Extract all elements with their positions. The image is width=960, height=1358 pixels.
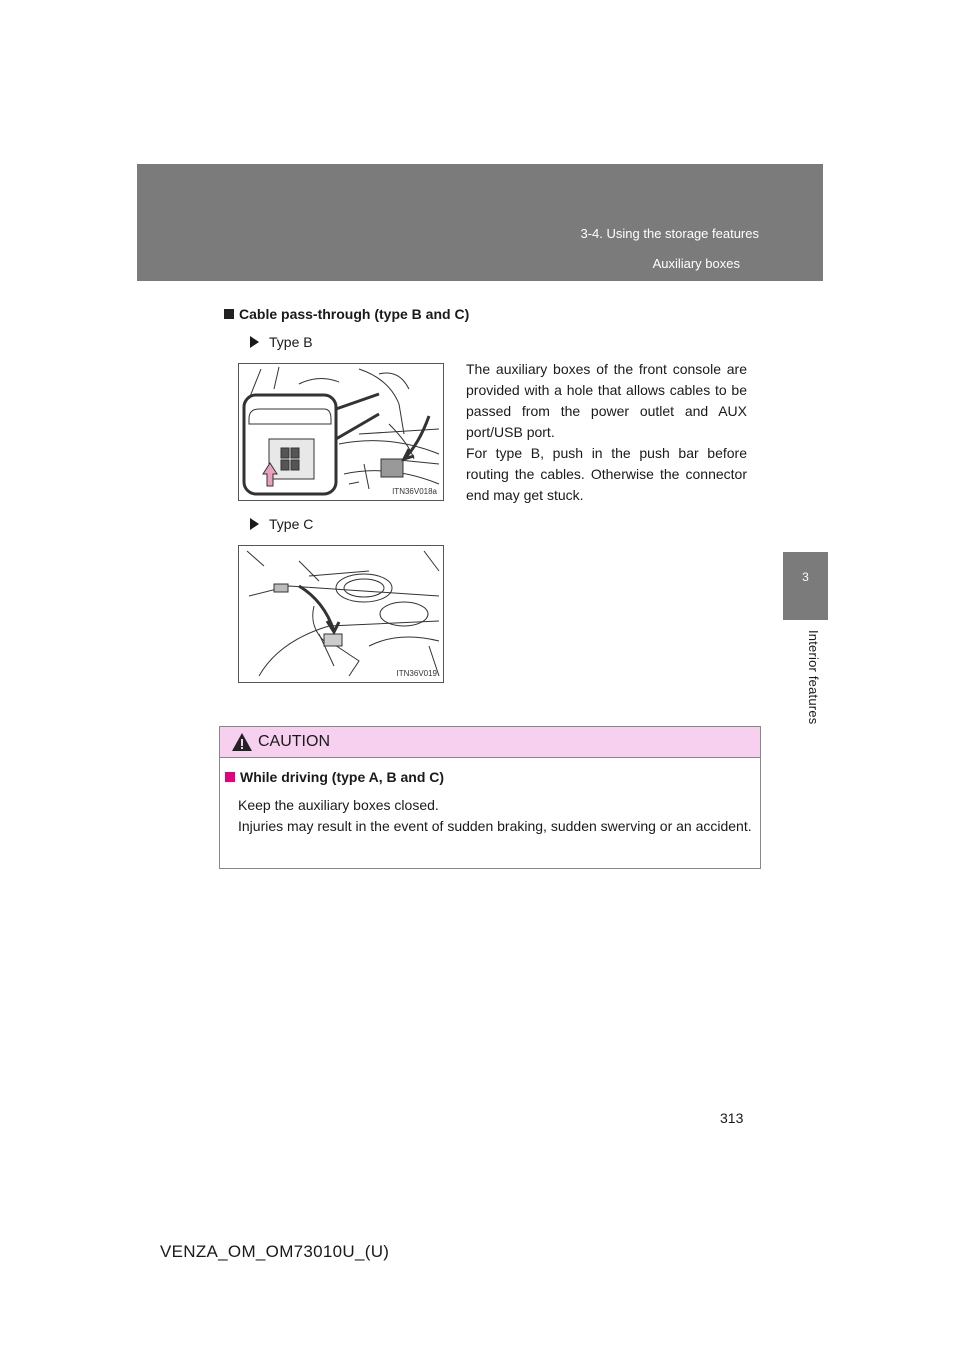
caution-title: CAUTION (258, 733, 330, 750)
header-subsection-title: Auxiliary boxes (652, 256, 740, 271)
body-paragraph-1: The auxiliary boxes of the front console are provided with a hole that allows cables to be passed from the power outlet and AUX port/USB port. (466, 361, 747, 440)
caution-line-2: Injuries may result in the event of sudden braking, sudden swerving or an accident. (238, 818, 752, 834)
section-heading-text: Cable pass-through (type B and C) (239, 306, 470, 322)
section-heading (224, 306, 469, 322)
warning-triangle-icon (231, 732, 253, 752)
caution-subheading (225, 769, 444, 785)
type-c-label (250, 516, 313, 532)
caution-box (219, 726, 761, 869)
triangle-bullet-icon (250, 336, 259, 348)
type-c-label-text: Type C (269, 516, 314, 532)
type-b-label (250, 334, 313, 350)
chapter-label: Interior features (806, 630, 821, 725)
type-c-figure-code: ITN36V019 (396, 669, 437, 678)
caution-body (238, 795, 756, 837)
caution-line-1: Keep the auxiliary boxes closed. (238, 797, 439, 813)
page-number: 313 (720, 1110, 744, 1126)
square-bullet-icon (224, 309, 234, 319)
body-paragraph-2: For type B, push in the push bar before routing the cables. Otherwise the connector end may get stuck. (466, 445, 747, 503)
type-b-drawing (239, 364, 443, 500)
caution-header (220, 727, 760, 758)
type-b-illustration (238, 363, 444, 501)
caution-subheading-text: While driving (type A, B and C) (240, 769, 445, 785)
chapter-tab (783, 552, 828, 620)
triangle-bullet-icon (250, 518, 259, 530)
pink-square-bullet-icon (225, 772, 235, 782)
header-section-title: 3-4. Using the storage features (580, 226, 759, 241)
type-c-drawing (239, 546, 443, 682)
chapter-number: 3 (802, 570, 809, 584)
type-b-label-text: Type B (269, 334, 313, 350)
footer-document-code: VENZA_OM_OM73010U_(U) (160, 1242, 390, 1261)
header-band (137, 164, 823, 281)
type-c-illustration (238, 545, 444, 683)
type-b-figure-code: ITN36V018a (392, 487, 437, 496)
